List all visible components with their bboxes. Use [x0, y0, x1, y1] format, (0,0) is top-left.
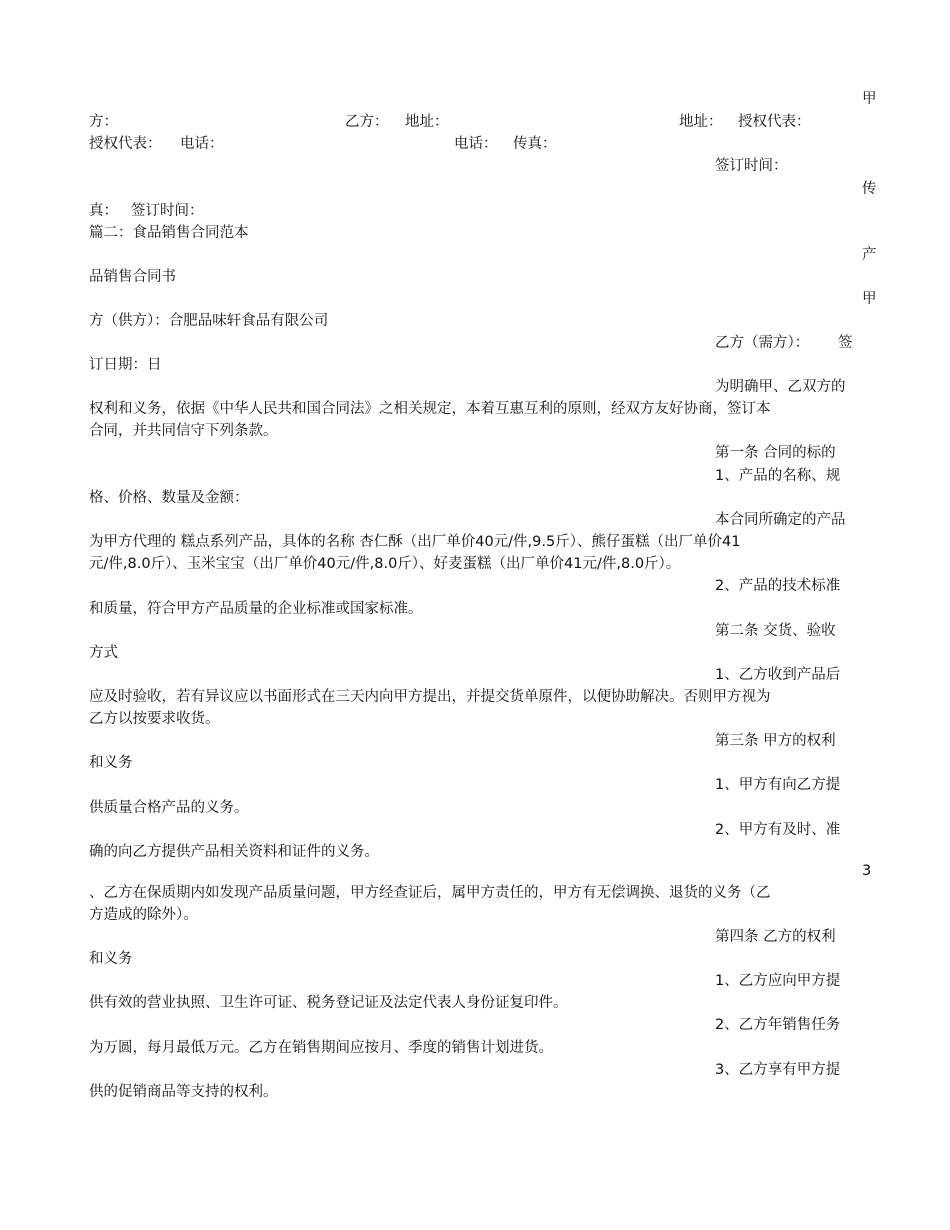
text-line: 授权代表： [89, 136, 162, 152]
text-line: 乙方（需方）： [715, 335, 810, 351]
text-line: 产 [862, 247, 877, 263]
text-line: 方式 [89, 645, 118, 661]
text-line: 甲 [862, 91, 877, 107]
text-line: 3、乙方享有甲方提 [715, 1062, 841, 1078]
text-line: 第三条 甲方的权利 [715, 733, 836, 749]
text-line: 元/件,8.0斤）、玉米宝宝（出厂单价40元/件,8.0斤）、好麦蛋糕（出厂单价41元/件,8.0斤）。 [89, 556, 681, 572]
text-line: 电话： [180, 136, 224, 152]
text-line: 方造成的除外）。 [89, 907, 198, 923]
text-line: 电话： [454, 136, 498, 152]
text-line: 第二条 交货、验收 [715, 623, 836, 639]
text-line: 、乙方在保质期内如发现产品质量问题，甲方经查证后，属甲方责任的，甲方有无偿调换、退货的义务（乙 [89, 885, 771, 901]
text-line: 为明确甲、乙双方的 [715, 379, 846, 395]
text-line: 传真： [513, 136, 557, 152]
text-line: 地址： [679, 114, 723, 130]
text-line: 确的向乙方提供产品相关资料和证件的义务。 [89, 844, 379, 860]
text-line: 2、乙方年销售任务 [715, 1017, 841, 1033]
text-line: 2、甲方有及时、准 [715, 822, 841, 838]
text-line: 方（供方）：合肥品味轩食品有限公司 [89, 313, 329, 329]
text-line: 地址： [405, 114, 449, 130]
text-line: 传 [862, 181, 877, 197]
text-line: 供有效的营业执照、卫生许可证、税务登记证及法定代表人身份证复印件。 [89, 995, 568, 1011]
text-line: 1、甲方有向乙方提 [715, 777, 841, 793]
text-line: 乙方： [345, 114, 389, 130]
text-line: 供的促销商品等支持的权利。 [89, 1084, 278, 1100]
text-line: 应及时验收，若有异议应以书面形式在三天内向甲方提出，并提交货单原件，以便协助解决。否则甲方视为 [89, 689, 771, 705]
text-line: 篇二：食品销售合同范本 [89, 225, 249, 241]
text-line: 第四条 乙方的权利 [715, 929, 836, 945]
text-line: 合同，并共同信守下列条款。 [89, 423, 278, 439]
text-line: 权利和义务，依据《中华人民共和国合同法》之相关规定，本着互惠互利的原则，经双方友好协商，签订本 [89, 401, 771, 417]
text-line: 方： [89, 114, 118, 130]
text-line: 为万圆，每月最低万元。乙方在销售期间应按月、季度的销售计划进货。 [89, 1040, 553, 1056]
text-line: 3 [862, 863, 872, 879]
text-line: 订日期：日 [89, 357, 162, 373]
text-line: 真： [89, 203, 118, 219]
text-line: 乙方以按要求收货。 [89, 711, 220, 727]
text-line: 本合同所确定的产品 [715, 512, 846, 528]
text-line: 1、乙方收到产品后 [715, 667, 841, 683]
text-line: 2、产品的技术标准 [715, 578, 841, 594]
text-line: 签 [838, 335, 853, 351]
text-line: 品销售合同书 [89, 269, 176, 285]
text-line: 甲 [862, 291, 877, 307]
text-line: 签订时间： [131, 203, 204, 219]
text-line: 签订时间： [715, 158, 788, 174]
text-line: 1、产品的名称、规 [715, 468, 841, 484]
text-line: 和义务 [89, 951, 133, 967]
text-line: 授权代表： [738, 114, 811, 130]
text-line: 第一条 合同的标的 [715, 445, 836, 461]
text-line: 1、乙方应向甲方提 [715, 973, 841, 989]
text-line: 供质量合格产品的义务。 [89, 800, 249, 816]
text-line: 为甲方代理的 糕点系列产品，具体的名称 杏仁酥（出厂单价40元/件,9.5斤）、熊仔蛋糕（出厂单价41 [89, 534, 741, 550]
text-line: 和质量，符合甲方产品质量的企业标准或国家标准。 [89, 601, 423, 617]
text-line: 和义务 [89, 755, 133, 771]
text-line: 格、价格、数量及金额： [89, 490, 249, 506]
